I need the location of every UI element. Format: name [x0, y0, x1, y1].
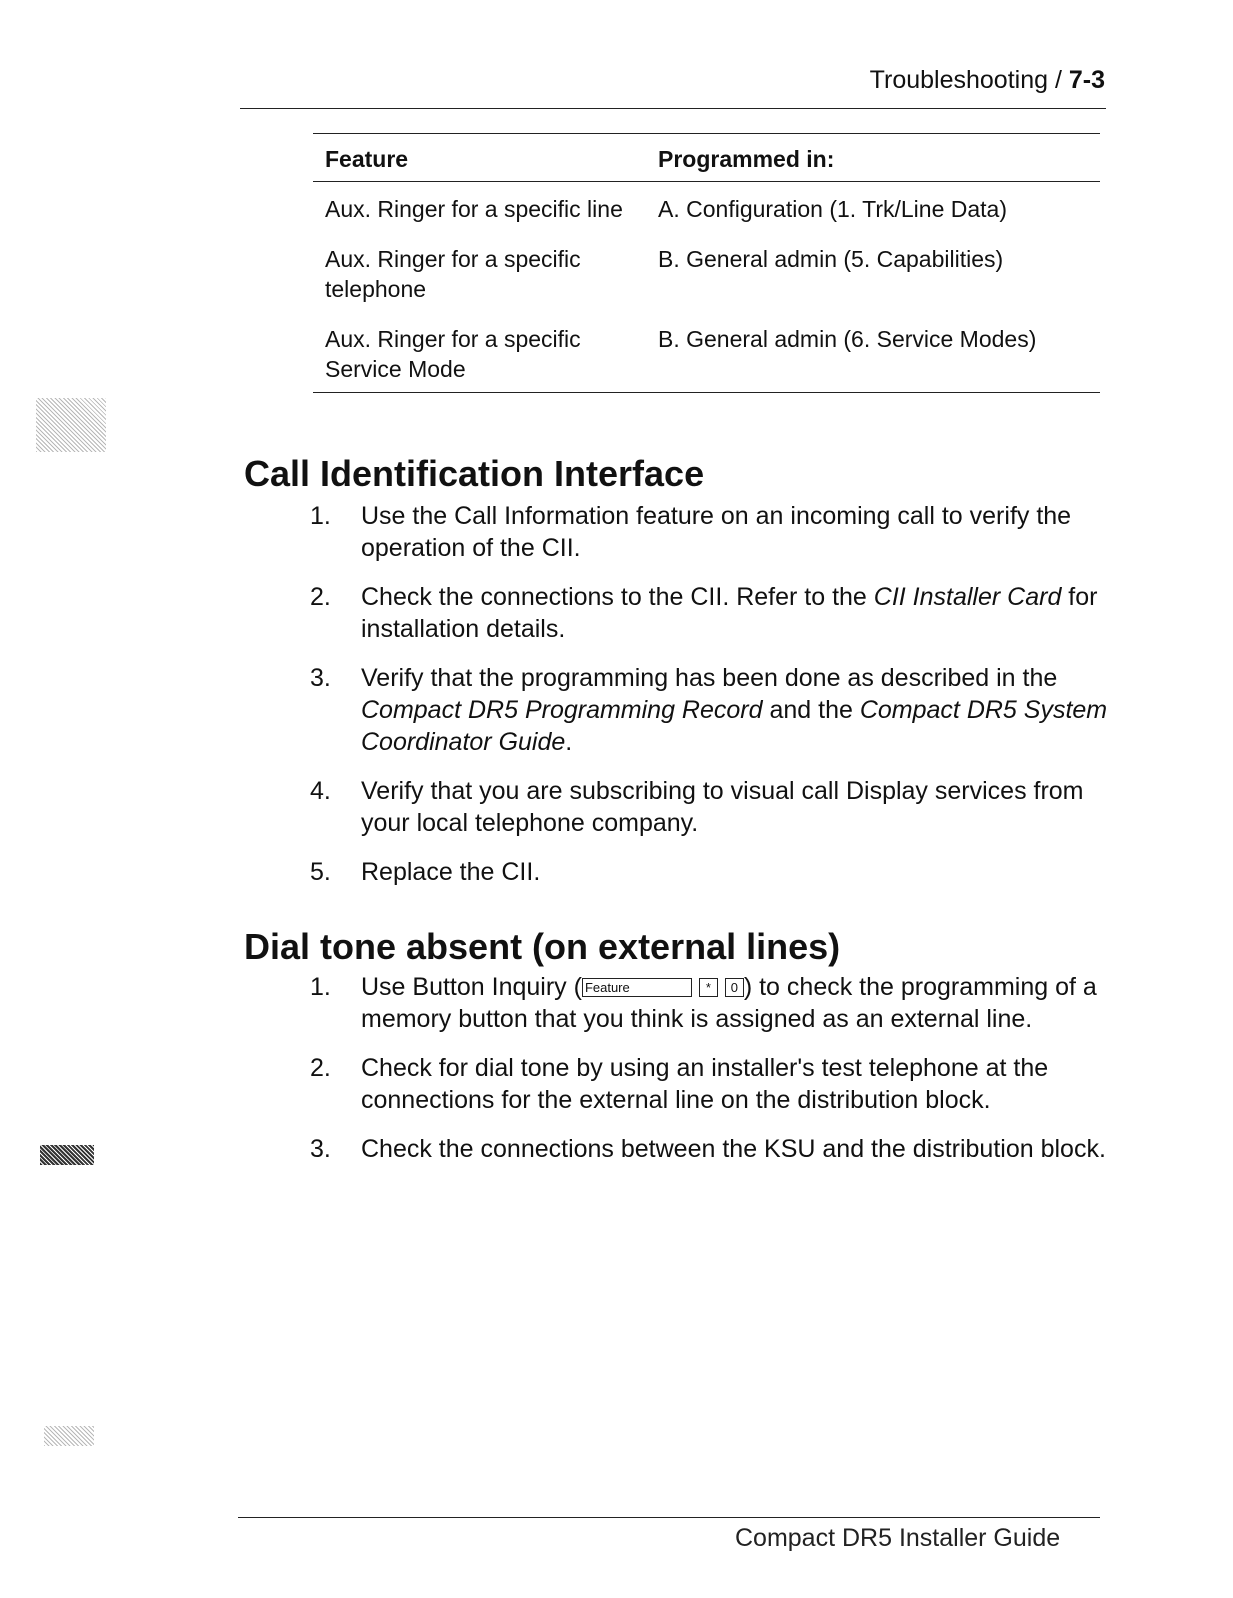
footer-rule	[238, 1517, 1100, 1518]
feature-key: Feature	[582, 978, 692, 997]
list-item	[300, 1133, 1110, 1165]
star-key: *	[699, 978, 718, 997]
step-text: Check for dial tone by using an installer's test telephone at the connections for the external line on the distribution block.	[361, 1054, 1049, 1114]
list-item	[300, 662, 1110, 758]
zero-key: 0	[725, 978, 744, 997]
step-text: Verify that you are subscribing to visual call Display services from your local telephone company.	[361, 777, 1084, 837]
list-item	[300, 775, 1110, 839]
programmed-cell: B. General admin (5. Capabilities)	[658, 246, 1004, 272]
feature-cell: Aux. Ringer for a specific line	[325, 196, 623, 222]
step-number: 1.	[310, 502, 331, 530]
scan-speck	[40, 1145, 94, 1165]
step-number: 3.	[310, 664, 331, 692]
doc-title: CII Installer Card	[873, 583, 1062, 611]
list-item	[300, 856, 1110, 888]
step-text: Use the Call Information feature on an incoming call to verify the operation of the CII.	[361, 502, 1072, 562]
dial-steps-list	[300, 971, 1110, 1182]
step-number: 2.	[310, 583, 331, 611]
table-row	[313, 312, 1100, 393]
footer-text: Compact DR5 Installer Guide	[735, 1524, 1061, 1552]
step-text: Check the connections between the KSU and the distribution block.	[361, 1135, 1106, 1163]
scan-speck	[44, 1426, 94, 1446]
list-item	[300, 971, 1110, 1035]
doc-title: Compact DR5 Programming Record	[361, 696, 763, 724]
column-header-programmed: Programmed in:	[646, 134, 1100, 182]
table-header-row	[313, 134, 1100, 182]
section-title-dial-tone: Dial tone absent (on external lines)	[244, 926, 841, 967]
doc-title: Compact DR5 System Coordinator Guide	[361, 696, 1108, 756]
programmed-cell: B. General admin (6. Service Modes)	[646, 312, 1100, 393]
cii-steps-list	[300, 500, 1110, 905]
header-section: Troubleshooting /	[869, 66, 1062, 94]
step-number: 3.	[310, 1135, 331, 1163]
table-row	[313, 182, 1100, 233]
step-number: 2.	[310, 1054, 331, 1082]
table-row	[313, 232, 1100, 312]
step-text: Check the connections to the CII. Refer to the CII Installer Card for installation details.	[361, 583, 1098, 643]
list-item	[300, 1052, 1110, 1116]
page-number: 7-3	[1068, 66, 1105, 94]
list-item	[300, 581, 1110, 645]
section-title-cii: Call Identification Interface	[244, 453, 705, 494]
step-text: Replace the CII.	[361, 858, 541, 886]
step-number: 5.	[310, 858, 331, 886]
step-text: Verify that the programming has been done as described in the Compact DR5 Programming Record and the Compact DR5 System Coordinator Guide.	[361, 664, 1108, 756]
list-item	[300, 500, 1110, 564]
feature-cell: Aux. Ringer for a specific Service Mode	[313, 312, 646, 393]
step-text: Use Button Inquiry ( Feature * 0 ) to check the programming of a memory button that you think is assigned as an external line.	[361, 973, 1097, 1033]
feature-cell: Aux. Ringer for a specific telephone	[325, 246, 581, 302]
scan-speck	[36, 398, 106, 452]
column-header-feature: Feature	[313, 134, 646, 182]
programmed-cell: A. Configuration (1. Trk/Line Data)	[658, 196, 1007, 222]
step-number: 4.	[310, 777, 331, 805]
running-header	[700, 66, 1105, 95]
feature-table	[313, 133, 1100, 393]
header-rule	[240, 108, 1106, 109]
step-number: 1.	[310, 973, 331, 1001]
